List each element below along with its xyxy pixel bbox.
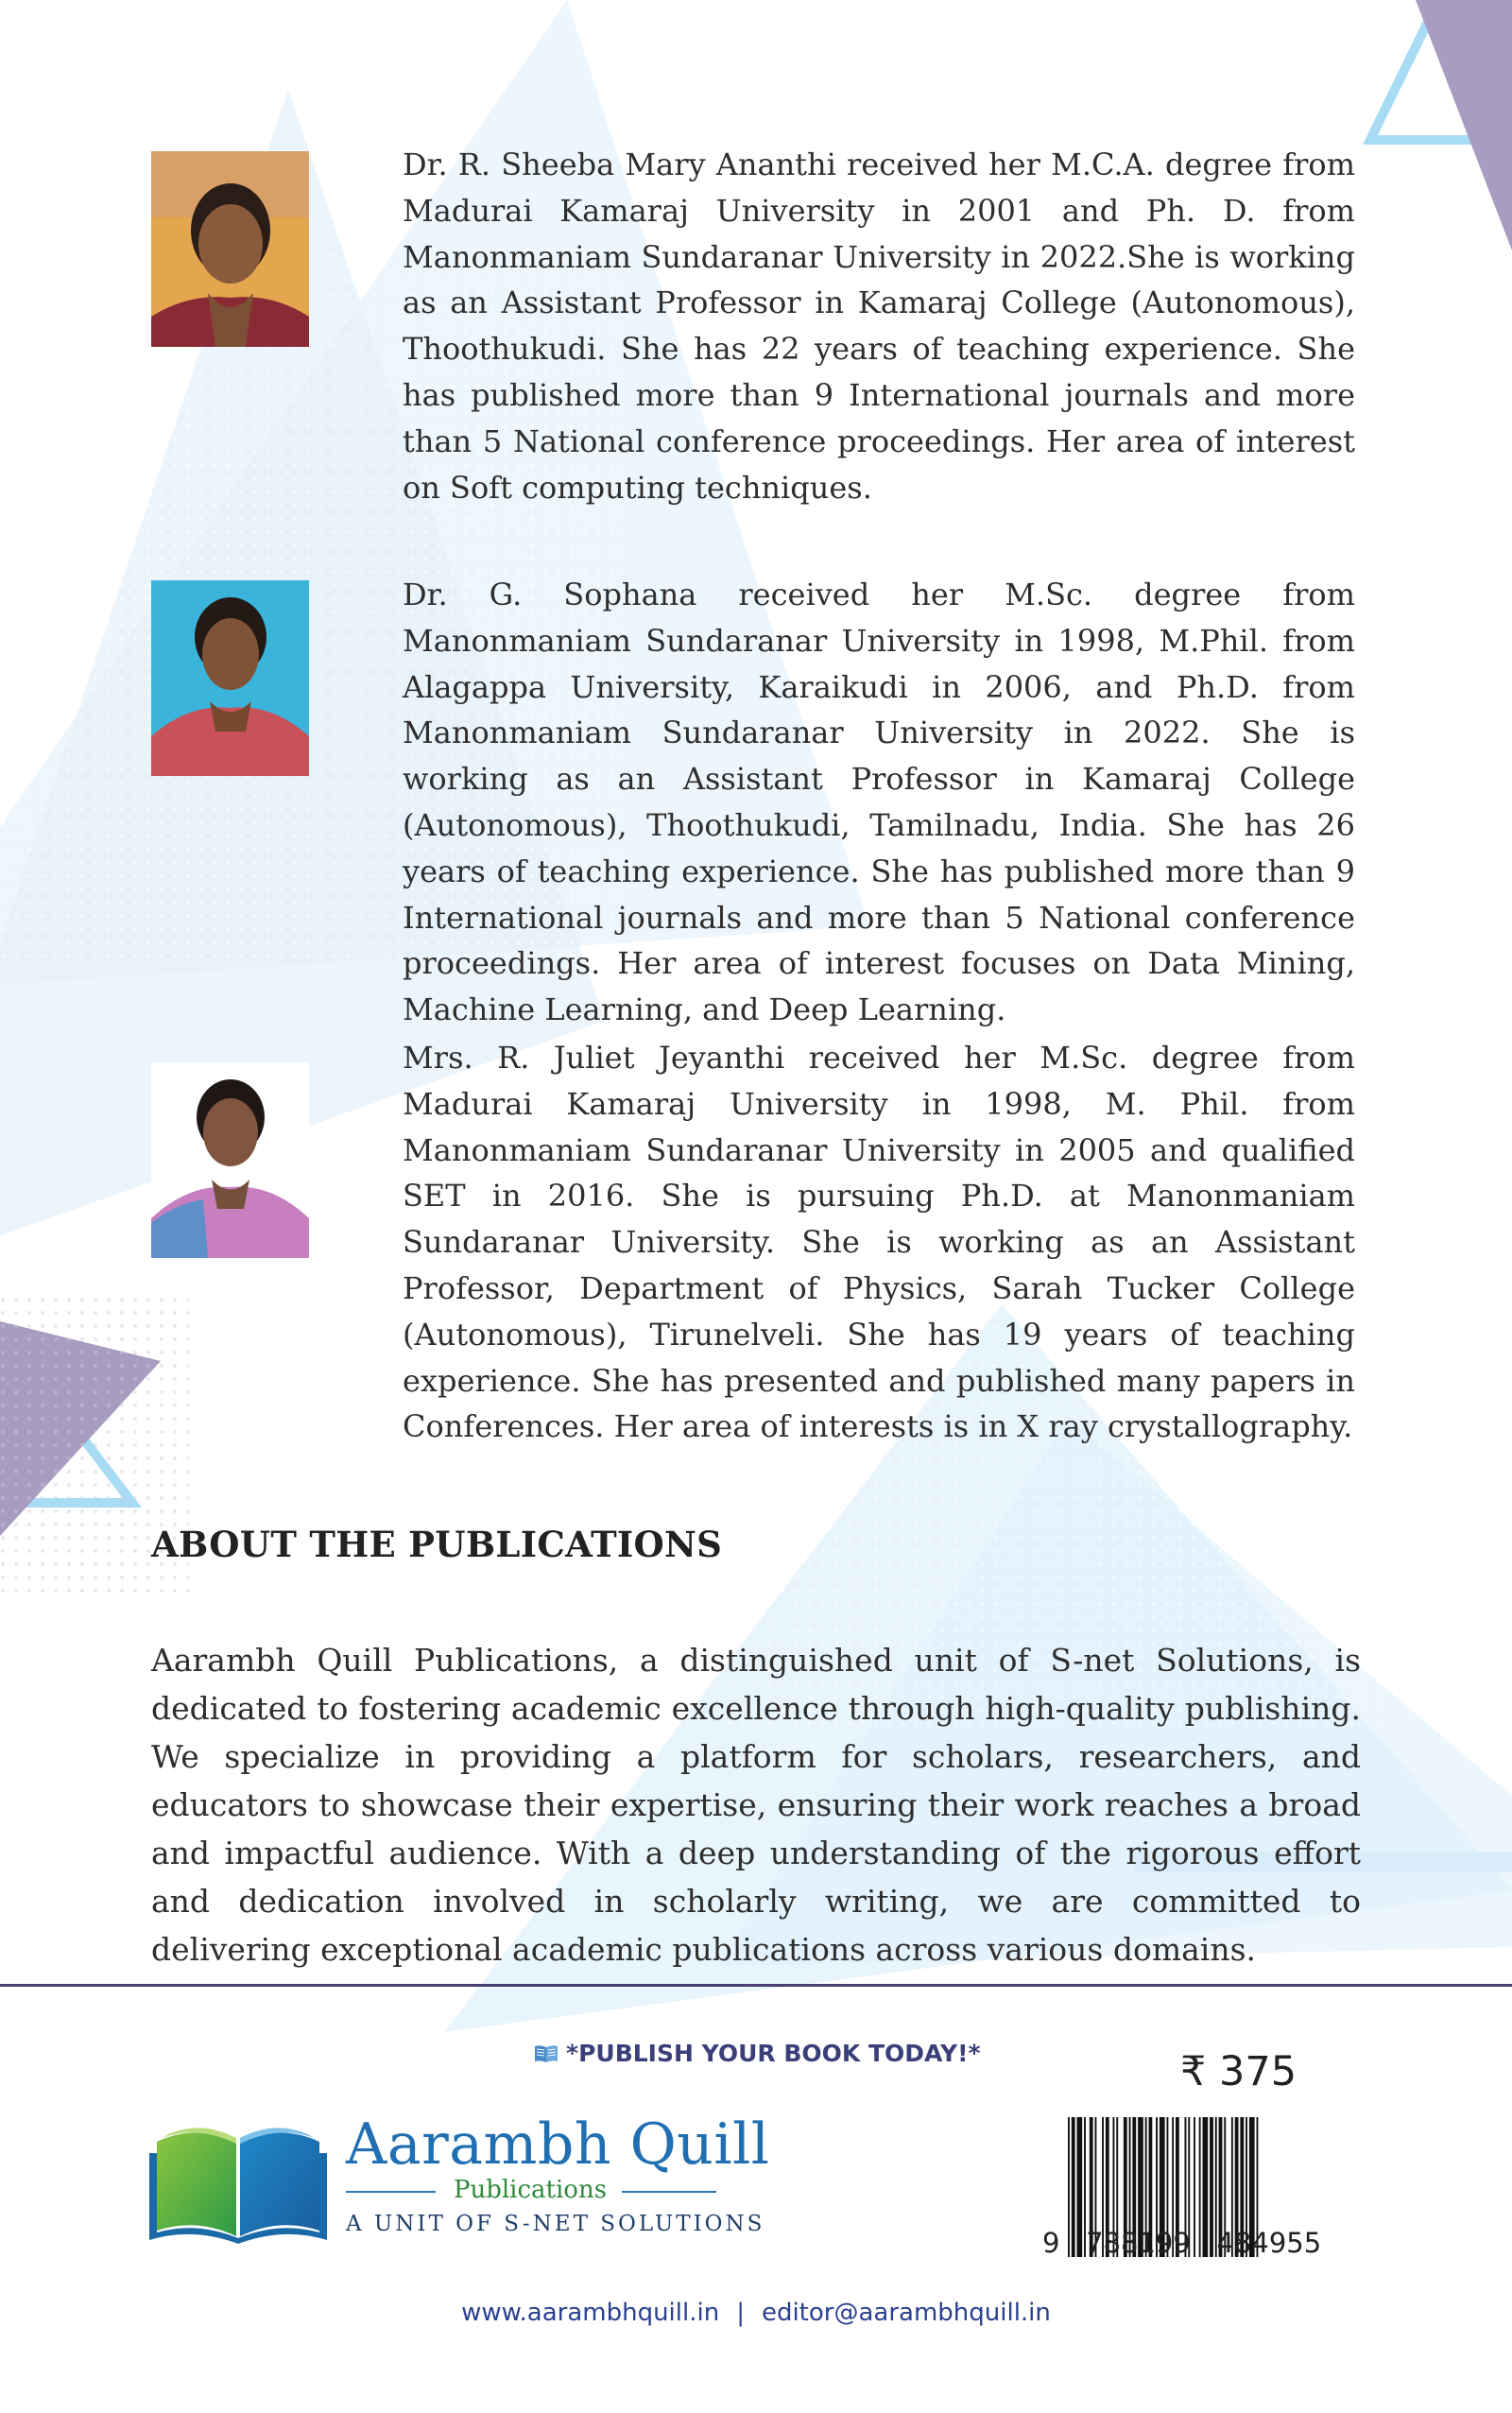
isbn-prefix: 9 xyxy=(1042,2227,1060,2259)
website-link[interactable]: www.aarambhquill.in xyxy=(461,2299,720,2327)
book-logo-icon xyxy=(149,2115,327,2244)
about-text: Aarambh Quill Publications, a distinguished unit of S-net Solutions, is dedicated to fostering academic excellence through high-quality publishing. We specialize in providing a platform for scholars, researchers, and educators to showcase their expertise, ensuring their work reaches a broad and impactful audience. With a deep understanding of the rigorous effort and dedication involved in scholarly writing, we are committed to delivering exceptional academic publications across various domains. xyxy=(151,1642,1361,1968)
about-title: ABOUT THE PUBLICATIONS xyxy=(151,1524,723,1565)
publish-cta-text: *PUBLISH YOUR BOOK TODAY!* xyxy=(566,2040,981,2067)
open-book-icon xyxy=(534,2043,558,2064)
author-bio-3: Mrs. R. Juliet Jeyanthi received her M.Sc. degree from Madurai Kamaraj University in 1998, M. Phil. from Manonmaniam Sundaranar University in 2005 and qualified SET in 2016. She is pursuing Ph.D. at Manonmaniam Sundaranar University. She is working as an Assistant Professor, Department of Physics, Sarah Tucker College (Autonomous), Tirunelveli. She has 19 years of teaching experience. She has presented and published many papers in Conferences. Her area of interests is in X ray crystallography. xyxy=(403,1040,1355,1445)
section-divider xyxy=(0,1984,1512,1987)
author-photo-1 xyxy=(151,151,309,347)
publisher-unit: A UNIT OF S-NET SOLUTIONS xyxy=(346,2212,765,2236)
publisher-subtitle: Publications xyxy=(453,2176,608,2204)
author-photo-3 xyxy=(151,1062,309,1258)
isbn-group-1: 788199 xyxy=(1086,2227,1191,2259)
footer-contact xyxy=(0,2299,1512,2327)
author-bio-1: Dr. R. Sheeba Mary Ananthi received her M.C.A. degree from Madurai Kamaraj University in 2001 and Ph. D. from Manonmaniam Sundaranar University in 2022.She is working as an Assistant Professor in Kamaraj College (Autonomous), Thoothukudi. She has 22 years of teaching experience. She has published more than 9 International journals and more than 5 National conference proceedings. Her area of interest on Soft computing techniques. xyxy=(403,147,1355,506)
isbn-number xyxy=(1042,2227,1321,2259)
publisher-name: Aarambh Quill xyxy=(346,2111,770,2178)
email-link[interactable]: editor@aarambhquill.in xyxy=(761,2299,1051,2327)
publish-cta[interactable] xyxy=(534,2040,981,2067)
author-bio-2: Dr. G. Sophana received her M.Sc. degree from Manonmaniam Sundaranar University in 1998, M.Phil. from Alagappa University, Karaikudi in 2006, and Ph.D. from Manonmaniam Sundaranar University in 2022. She is working as an Assistant Professor in Kamaraj College (Autonomous), Thoothukudi, Tamilnadu, India. She has 26 years of teaching experience. She has published more than 9 International journals and more than 5 National conference proceedings. Her area of interest focuses on Data Mining, Machine Learning, and Deep Learning. xyxy=(403,577,1355,1028)
isbn-group-2: 484955 xyxy=(1216,2227,1322,2259)
publisher-logo xyxy=(149,2111,770,2249)
logo-rule-right xyxy=(622,2191,716,2193)
price: ₹ 375 xyxy=(1180,2048,1297,2095)
footer-separator: | xyxy=(736,2299,745,2327)
author-photo-2 xyxy=(151,580,309,776)
